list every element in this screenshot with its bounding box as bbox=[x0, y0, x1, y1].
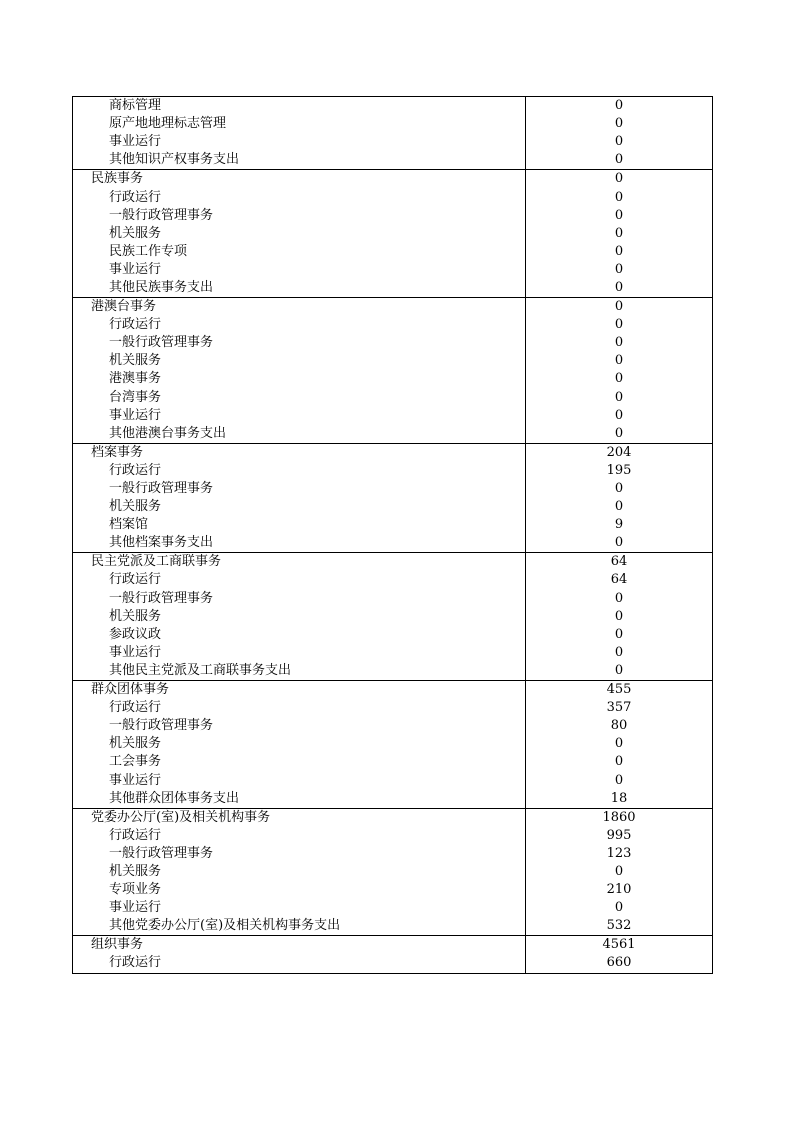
item-name-cell: 行政运行 bbox=[73, 954, 526, 973]
table-row bbox=[73, 425, 713, 444]
item-name-cell: 其他档案事务支出 bbox=[73, 534, 526, 553]
item-value-cell: 0 bbox=[614, 754, 624, 770]
table-row bbox=[73, 881, 713, 899]
item-value-cell: 18 bbox=[610, 790, 628, 806]
item-name-cell: 党委办公厅(室)及相关机构事务 bbox=[73, 808, 526, 827]
item-name-cell: 机关服务 bbox=[73, 498, 526, 516]
item-name-cell: 商标管理 bbox=[73, 97, 526, 116]
expenditure-table-body bbox=[73, 97, 713, 974]
table-row bbox=[73, 133, 713, 151]
table-row bbox=[73, 316, 713, 334]
table-row bbox=[73, 954, 713, 973]
table-row bbox=[73, 97, 713, 116]
table-row bbox=[73, 590, 713, 608]
item-value-cell: 9 bbox=[614, 517, 624, 533]
item-value-cell: 532 bbox=[606, 918, 632, 934]
item-value-cell: 0 bbox=[614, 772, 624, 788]
item-value-cell: 0 bbox=[614, 863, 624, 879]
item-name-cell: 台湾事务 bbox=[73, 389, 526, 407]
item-value-cell: 123 bbox=[606, 845, 632, 861]
table-row bbox=[73, 115, 713, 133]
item-value-cell: 0 bbox=[614, 535, 624, 551]
item-name-cell: 民族工作专项 bbox=[73, 243, 526, 261]
item-value-cell: 0 bbox=[614, 425, 624, 441]
item-value-cell: 0 bbox=[614, 353, 624, 369]
item-value-cell: 0 bbox=[614, 644, 624, 660]
table-row bbox=[73, 462, 713, 480]
item-value-cell: 0 bbox=[614, 608, 624, 624]
item-value-cell: 0 bbox=[614, 189, 624, 205]
item-value-cell: 0 bbox=[614, 590, 624, 606]
item-name-cell: 行政运行 bbox=[73, 827, 526, 845]
item-value-cell: 0 bbox=[526, 170, 713, 189]
item-value-cell: 64 bbox=[526, 553, 713, 572]
item-value-cell: 995 bbox=[606, 827, 632, 843]
table-row bbox=[73, 717, 713, 735]
table-row bbox=[73, 480, 713, 498]
category-row bbox=[73, 936, 713, 955]
item-name-cell: 组织事务 bbox=[73, 936, 526, 955]
item-name-cell: 群众团体事务 bbox=[73, 681, 526, 700]
item-name-cell: 其他港澳台事务支出 bbox=[73, 425, 526, 444]
item-name-cell: 事业运行 bbox=[73, 771, 526, 789]
item-value-cell: 0 bbox=[614, 317, 624, 333]
item-value-cell: 80 bbox=[610, 718, 628, 734]
table-row bbox=[73, 771, 713, 789]
table-row bbox=[73, 352, 713, 370]
item-name-cell: 行政运行 bbox=[73, 571, 526, 589]
item-name-cell: 档案事务 bbox=[73, 443, 526, 462]
item-name-cell: 事业运行 bbox=[73, 407, 526, 425]
table-row bbox=[73, 790, 713, 809]
category-row bbox=[73, 170, 713, 189]
table-row bbox=[73, 534, 713, 553]
item-name-cell: 档案馆 bbox=[73, 516, 526, 534]
item-value-cell: 4561 bbox=[526, 936, 713, 955]
item-name-cell: 港澳事务 bbox=[73, 370, 526, 388]
table-row bbox=[73, 608, 713, 626]
item-name-cell: 其他群众团体事务支出 bbox=[73, 790, 526, 809]
item-name-cell: 其他党委办公厅(室)及相关机构事务支出 bbox=[73, 917, 526, 936]
category-row bbox=[73, 553, 713, 572]
item-name-cell: 机关服务 bbox=[73, 735, 526, 753]
category-row bbox=[73, 681, 713, 700]
item-value-cell: 0 bbox=[614, 900, 624, 916]
table-row bbox=[73, 827, 713, 845]
item-value-cell: 204 bbox=[526, 443, 713, 462]
item-value-cell: 0 bbox=[614, 261, 624, 277]
item-name-cell: 参政议政 bbox=[73, 626, 526, 644]
table-row bbox=[73, 699, 713, 717]
item-name-cell: 民主党派及工商联事务 bbox=[73, 553, 526, 572]
item-value-cell: 0 bbox=[614, 98, 624, 114]
table-row bbox=[73, 243, 713, 261]
item-name-cell: 机关服务 bbox=[73, 608, 526, 626]
table-row bbox=[73, 389, 713, 407]
item-value-cell: 64 bbox=[610, 572, 628, 588]
table-row bbox=[73, 207, 713, 225]
table-row bbox=[73, 735, 713, 753]
item-name-cell: 行政运行 bbox=[73, 188, 526, 206]
table-row bbox=[73, 899, 713, 917]
item-value-cell: 0 bbox=[614, 481, 624, 497]
category-row bbox=[73, 298, 713, 317]
item-value-cell: 0 bbox=[614, 626, 624, 642]
item-name-cell: 工会事务 bbox=[73, 753, 526, 771]
expenditure-table bbox=[72, 96, 713, 974]
item-name-cell: 机关服务 bbox=[73, 352, 526, 370]
item-value-cell: 0 bbox=[614, 116, 624, 132]
item-name-cell: 原产地地理标志管理 bbox=[73, 115, 526, 133]
table-row bbox=[73, 626, 713, 644]
item-value-cell: 0 bbox=[614, 371, 624, 387]
item-name-cell: 一般行政管理事务 bbox=[73, 590, 526, 608]
item-name-cell: 一般行政管理事务 bbox=[73, 845, 526, 863]
item-value-cell: 0 bbox=[614, 279, 624, 295]
table-row bbox=[73, 917, 713, 936]
item-name-cell: 一般行政管理事务 bbox=[73, 717, 526, 735]
item-value-cell: 195 bbox=[606, 462, 632, 478]
table-row bbox=[73, 845, 713, 863]
item-value-cell: 1860 bbox=[526, 808, 713, 827]
item-name-cell: 事业运行 bbox=[73, 261, 526, 279]
table-row bbox=[73, 334, 713, 352]
item-name-cell: 事业运行 bbox=[73, 899, 526, 917]
item-name-cell: 专项业务 bbox=[73, 881, 526, 899]
table-row bbox=[73, 279, 713, 298]
item-name-cell: 机关服务 bbox=[73, 863, 526, 881]
item-name-cell: 港澳台事务 bbox=[73, 298, 526, 317]
item-value-cell: 0 bbox=[614, 243, 624, 259]
table-row bbox=[73, 225, 713, 243]
category-row bbox=[73, 443, 713, 462]
item-name-cell: 事业运行 bbox=[73, 644, 526, 662]
item-name-cell: 机关服务 bbox=[73, 225, 526, 243]
item-name-cell: 一般行政管理事务 bbox=[73, 480, 526, 498]
table-row bbox=[73, 261, 713, 279]
item-value-cell: 0 bbox=[614, 662, 624, 678]
item-name-cell: 行政运行 bbox=[73, 462, 526, 480]
item-value-cell: 0 bbox=[614, 134, 624, 150]
item-name-cell: 行政运行 bbox=[73, 316, 526, 334]
item-value-cell: 0 bbox=[614, 389, 624, 405]
item-value-cell: 0 bbox=[614, 499, 624, 515]
item-name-cell: 其他知识产权事务支出 bbox=[73, 151, 526, 170]
table-row bbox=[73, 188, 713, 206]
item-name-cell: 一般行政管理事务 bbox=[73, 207, 526, 225]
table-row bbox=[73, 662, 713, 681]
item-name-cell: 其他民族事务支出 bbox=[73, 279, 526, 298]
table-row bbox=[73, 571, 713, 589]
item-value-cell: 660 bbox=[606, 955, 632, 971]
table-row bbox=[73, 407, 713, 425]
item-value-cell: 0 bbox=[614, 407, 624, 423]
item-value-cell: 210 bbox=[606, 882, 632, 898]
item-name-cell: 一般行政管理事务 bbox=[73, 334, 526, 352]
table-row bbox=[73, 151, 713, 170]
table-row bbox=[73, 863, 713, 881]
item-value-cell: 0 bbox=[614, 225, 624, 241]
item-name-cell: 事业运行 bbox=[73, 133, 526, 151]
table-row bbox=[73, 644, 713, 662]
table-row bbox=[73, 498, 713, 516]
category-row bbox=[73, 808, 713, 827]
item-value-cell: 0 bbox=[614, 736, 624, 752]
item-value-cell: 455 bbox=[526, 681, 713, 700]
item-name-cell: 其他民主党派及工商联事务支出 bbox=[73, 662, 526, 681]
item-name-cell: 民族事务 bbox=[73, 170, 526, 189]
item-value-cell: 0 bbox=[526, 298, 713, 317]
table-row bbox=[73, 753, 713, 771]
table-row bbox=[73, 516, 713, 534]
item-value-cell: 0 bbox=[614, 335, 624, 351]
item-value-cell: 357 bbox=[606, 700, 632, 716]
item-name-cell: 行政运行 bbox=[73, 699, 526, 717]
item-value-cell: 0 bbox=[614, 207, 624, 223]
table-row bbox=[73, 370, 713, 388]
item-value-cell: 0 bbox=[614, 152, 624, 168]
